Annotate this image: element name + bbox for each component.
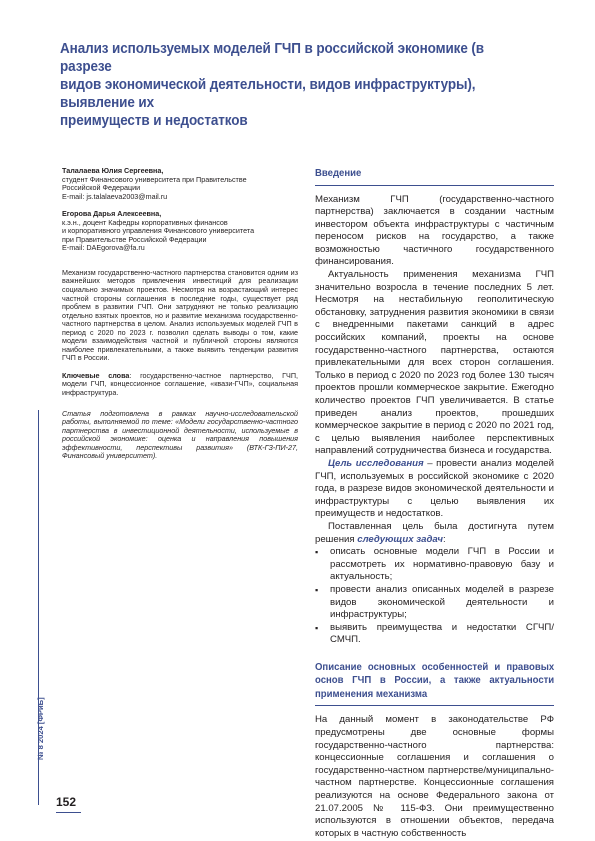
article-title: Анализ используемых моделей ГЧП в российской экономике (в разрезе видов экономической деятельности, видов инфраструктуры), выявление их преимуществ и недостатков [60,41,484,129]
section-heading-intro: Введение [315,168,362,179]
heading-rule [315,705,554,706]
funding-note: Статья подготовлена в рамках научно-исследовательской работы, выполняемой по теме: «Модели государственно-частного партнерства в инвестиционной деятельности, используемые в российской экономике: оценка и направления повышения эффективности, перспективы развития» (ВТК-ГЗ-ПИ-27, Финансовый университет). [62,408,298,461]
list-item: ▪ описать основные модели ГЧП в России и рассмотреть их нормативно-правовую базу и актуальность; [315,546,554,584]
list-item: ▪ провести анализ описанных моделей в разрезе видов экономической деятельности и инфраструктуры; [315,584,554,622]
author-block-2 [62,210,298,253]
keywords [62,372,298,398]
tasks-colon: : [442,533,446,545]
left-column [62,167,298,461]
paragraph: Актуальность применения механизма ГЧП значительно возросла в течение последних 5 лет. Несмотря на нестабильную геополитическую обстановку, затруднения развития экономики в связи с внедренными пакетами санкций в адрес российских компаний, проекты на основе государственно-частного партнерства, остаются привлекательными для всех сторон соглашения. Только в период с 2020 по 2023 год более 130 тысяч проектов прошли коммерческое закрытие. Ежегодно количество проектов ГЧП увеличивается. В статье приведен анализ проектов, прошедших коммерческое закрытие в период с 2020 по 2021 год, с целью выявления наиболее перспективных направлений сотрудничества бизнеса и государства. [315,269,554,457]
author-block-1 [62,167,298,201]
goal-text: – провести анализ моделей ГЧП, используемых в российской экономике с 2020 года, в разрезе видов экономической деятельности и инфраструктуры с целью выявления их преимуществ и недостатков. [315,457,554,520]
goal-emphasis: Цель исследования [328,457,424,469]
author-name: Егорова Дарья Алексеевна, [62,209,162,219]
heading-rule [315,185,554,186]
keywords-text: : государственно-частное партнерство, ГЧП, модели ГЧП, концессионное соглашение, «квази-ГЧП», социальная инфраструктура. [62,370,299,398]
page-number-underline [56,812,81,813]
abstract: Механизм государственно-частного партнерства становится одним из важнейших методов привлечения инвестиций для реализации социально значимых проектов. Несмотря на возрастающий интерес частной стороны соглашения в последние годы, существует ряд проблем в развитии ГЧП. Они затрудняют не только реализацию отдельно взятых проектов, но и развитие механизма государственно-частного партнерства в целом. Анализ используемых моделей ГЧП в период с 2020 по 2023 г. позволил сделать выводы о том, какие модели взаимодействия частной и публичной стороны являются наиболее привлекательными, а также выявить тенденции развития ГЧП в России. [62,267,298,363]
tasks-intro: Поставленная цель была достигнута путем решения [315,520,554,545]
paragraph: На данный момент в законодательстве РФ предусмотрены две основные формы государственно-частного партнерства: концессионные соглашения и соглашения о государственно-частном партнерстве/муниципально-частном партнерстве. Концессионные соглашения реализуются на основе Федерального закона от 21.07.2005 № 115-ФЗ. Они преимущественно используются в отношении объектов, передача которых в частную собственность [315,714,554,839]
tasks-list [315,546,554,647]
paragraph [315,458,554,521]
keywords-label: Ключевые слова [62,370,130,380]
section-heading-legal: Описание основных особенностей и правовых основ ГЧП в России, а также актуальности применения механизма [315,661,555,700]
right-column [315,167,554,840]
paragraph: Механизм ГЧП (государственно-частного партнерства) заключается в создании частным инвестором объекта инфраструктуры с частичным переносом рисков на государство, а также возможностью частичного государственного финансирования. [315,193,554,268]
paragraph [315,521,554,546]
author-affiliation: к.э.н., доцент Кафедры корпоративных финансов и корпоративного управления Финансового университета при Правительстве Российской Федерации E-mail: DAEgorova@fa.ru [62,217,255,253]
author-name: Талалаева Юлия Сергеевна, [62,166,164,175]
tasks-emphasis: следующих задач [357,533,443,545]
issue-label: № 8 2024 [ФРиБ] [36,697,45,760]
page-number: 152 [56,795,77,809]
list-item: ▪ выявить преимущества и недостатки СГЧП/СМЧП. [315,622,554,647]
author-affiliation: студент Финансового университета при Правительстве Российской Федерации E-mail: js.talalaeva2003@mail.ru [62,174,247,201]
